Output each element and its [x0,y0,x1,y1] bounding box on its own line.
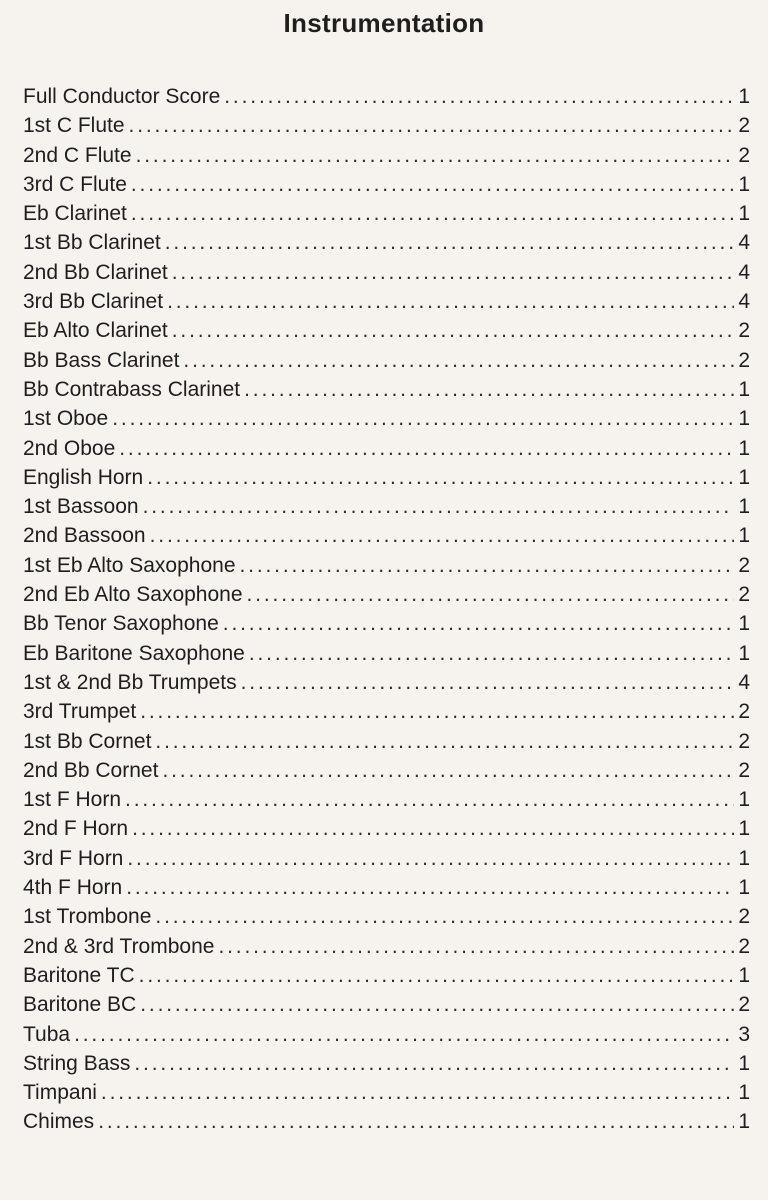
part-quantity: 2 [738,758,750,782]
part-name: Baritone TC [23,963,135,987]
part-quantity: 4 [738,260,750,284]
list-item [23,434,750,463]
dot-leader [131,170,734,199]
part-quantity: 1 [738,85,750,108]
part-name: 2nd Eb Alto Saxophone [23,583,243,607]
part-name: 1st Bb Clarinet [23,231,161,255]
part-name: 2nd Bb Clarinet [23,260,168,284]
dot-leader [172,258,734,287]
part-quantity: 4 [738,290,750,314]
part-name: Bb Contrabass Clarinet [23,377,241,401]
part-name: Timpani [23,1081,97,1105]
part-quantity: 3 [738,1022,750,1046]
list-item [23,961,750,990]
list-item [23,199,750,228]
list-item [23,609,750,638]
part-name: English Horn [23,465,144,489]
dot-leader [224,82,734,111]
part-name: Tuba [23,1022,71,1046]
dot-leader [155,727,734,756]
part-name: Bb Tenor Saxophone [23,612,219,636]
part-quantity: 2 [738,319,750,343]
part-quantity: 4 [738,231,750,255]
part-name: Baritone BC [23,993,137,1017]
dot-leader [244,375,734,404]
list-item [23,316,750,345]
part-quantity: 1 [738,963,750,987]
part-quantity: 1 [738,876,750,900]
part-name: Chimes [23,1110,95,1134]
dot-leader [119,434,734,463]
part-name: 1st C Flute [23,114,125,138]
dot-leader [129,111,734,140]
part-name: 4th F Horn [23,876,123,900]
dot-leader [165,228,734,257]
part-quantity: 1 [738,1110,750,1134]
list-item [23,990,750,1019]
part-quantity: 1 [738,524,750,548]
dot-leader [247,580,734,609]
part-name: 1st Eb Alto Saxophone [23,553,236,577]
part-quantity: 2 [738,143,750,167]
part-quantity: 2 [738,905,750,929]
list-item [23,580,750,609]
part-name: 2nd Bassoon [23,524,146,548]
part-quantity: 2 [738,553,750,577]
dot-leader [134,1049,734,1078]
part-name: Full Conductor Score [23,85,221,108]
list-item [23,551,750,580]
dot-leader [112,404,734,433]
dot-leader [140,990,734,1019]
dot-leader [140,697,734,726]
list-item [23,727,750,756]
dot-leader [240,551,735,580]
list-item [23,375,750,404]
list-item [23,170,750,199]
part-name: 2nd F Horn [23,817,129,841]
list-item [23,668,750,697]
part-quantity: 4 [738,670,750,694]
part-name: Bb Bass Clarinet [23,348,180,372]
dot-leader [223,609,734,638]
part-name: 3rd C Flute [23,172,127,196]
dot-leader [150,521,734,550]
list-item [23,521,750,550]
part-quantity: 2 [738,729,750,753]
list-item [23,1049,750,1078]
part-quantity: 1 [738,436,750,460]
list-item [23,1107,750,1136]
instrumentation-list [23,82,750,1137]
part-quantity: 1 [738,465,750,489]
part-name: 1st & 2nd Bb Trumpets [23,670,237,694]
part-name: 2nd C Flute [23,143,132,167]
part-quantity: 1 [738,202,750,226]
dot-leader [131,199,734,228]
part-quantity: 1 [738,377,750,401]
part-quantity: 1 [738,817,750,841]
dot-leader [125,785,734,814]
part-name: 3rd Trumpet [23,700,137,724]
part-quantity: 2 [738,348,750,372]
dot-leader [183,346,734,375]
list-item [23,1078,750,1107]
part-name: Eb Alto Clarinet [23,319,168,343]
list-item [23,639,750,668]
list-item [23,873,750,902]
part-quantity: 1 [738,612,750,636]
list-item [23,697,750,726]
dot-leader [126,873,734,902]
dot-leader [218,932,734,961]
list-item [23,111,750,140]
list-item [23,785,750,814]
list-item [23,814,750,843]
list-item [23,1020,750,1049]
dot-leader [167,287,734,316]
list-item [23,463,750,492]
dot-leader [143,492,734,521]
list-item [23,492,750,521]
part-quantity: 2 [738,583,750,607]
part-quantity: 1 [738,1081,750,1105]
part-name: 1st Trombone [23,905,152,929]
part-quantity: 2 [738,934,750,958]
list-item [23,258,750,287]
dot-leader [127,844,734,873]
part-quantity: 2 [738,700,750,724]
part-name: 1st Oboe [23,407,109,431]
list-item [23,844,750,873]
part-quantity: 1 [738,407,750,431]
list-item [23,404,750,433]
list-item [23,932,750,961]
part-name: 3rd Bb Clarinet [23,290,164,314]
part-name: String Bass [23,1051,131,1075]
page-title: Instrumentation [283,8,485,38]
part-quantity: 2 [738,993,750,1017]
part-name: 1st Bb Cornet [23,729,152,753]
dot-leader [241,668,734,697]
part-name: 2nd Oboe [23,436,116,460]
part-quantity: 1 [738,641,750,665]
list-item [23,902,750,931]
part-quantity: 1 [738,172,750,196]
list-item [23,287,750,316]
dot-leader [132,814,734,843]
part-quantity: 1 [738,1051,750,1075]
dot-leader [249,639,734,668]
part-quantity: 1 [738,495,750,519]
list-item [23,756,750,785]
dot-leader [162,756,734,785]
part-name: 1st Bassoon [23,495,139,519]
part-name: 2nd Bb Cornet [23,758,159,782]
part-quantity: 1 [738,788,750,812]
part-name: 1st F Horn [23,788,122,812]
dot-leader [101,1078,734,1107]
list-item [23,346,750,375]
dot-leader [155,902,734,931]
dot-leader [172,316,734,345]
part-quantity: 2 [738,114,750,138]
part-name: 2nd & 3rd Trombone [23,934,215,958]
dot-leader [98,1107,734,1136]
list-item [23,228,750,257]
part-name: Eb Clarinet [23,202,127,226]
list-item [23,82,750,111]
dot-leader [136,141,734,170]
list-item [23,141,750,170]
part-name: Eb Baritone Saxophone [23,641,245,665]
dot-leader [147,463,734,492]
part-name: 3rd F Horn [23,846,124,870]
part-quantity: 1 [738,846,750,870]
dot-leader [139,961,734,990]
dot-leader [74,1020,734,1049]
